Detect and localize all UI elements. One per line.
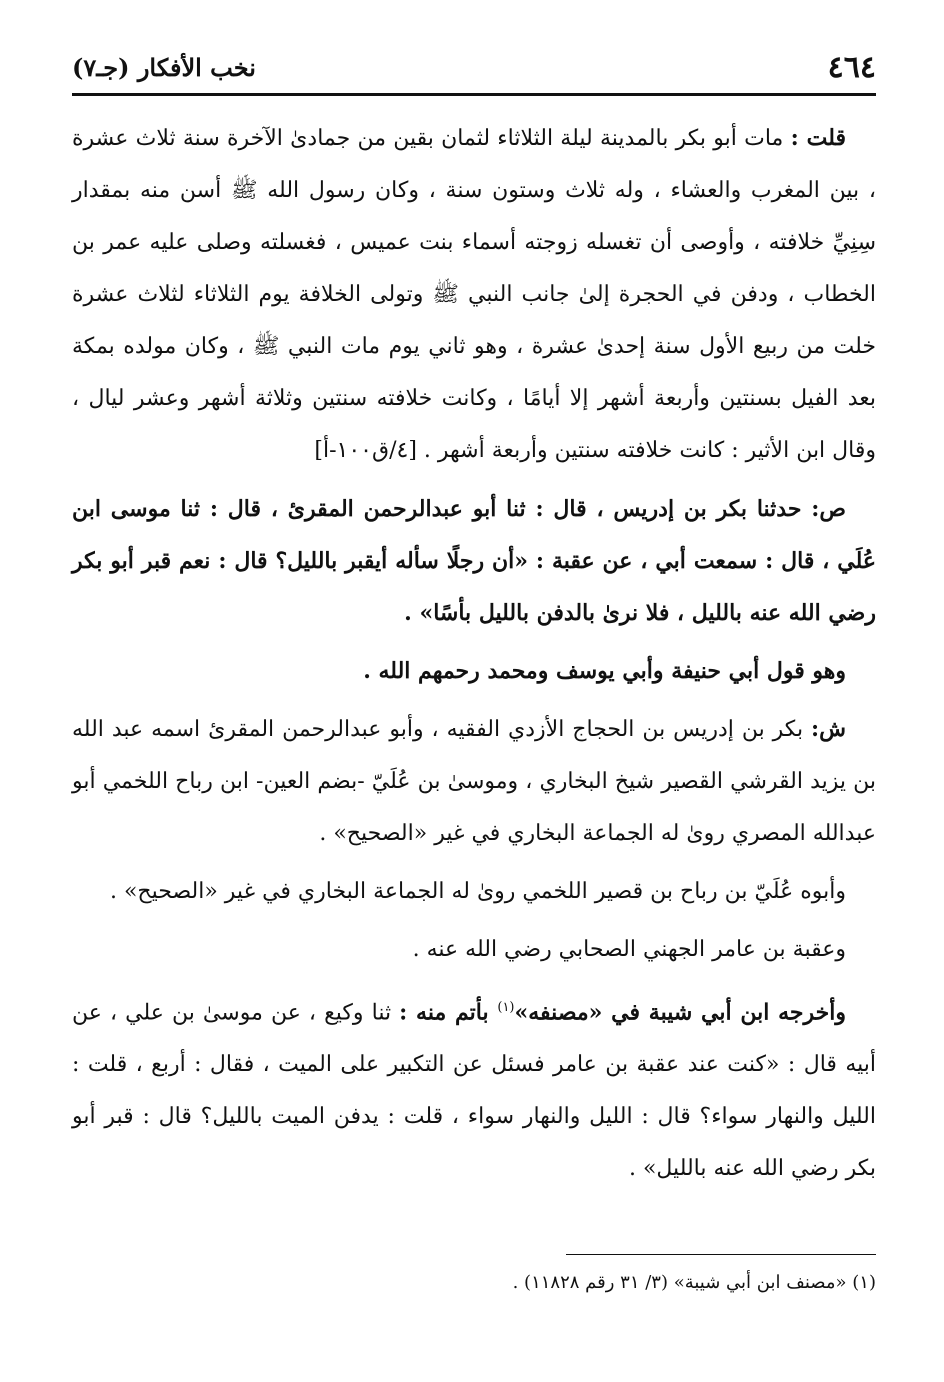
main-text — [72, 112, 876, 1201]
paragraph-lead: ص: — [811, 496, 846, 522]
page-header — [72, 48, 876, 92]
paragraph-matn-hadith — [72, 483, 876, 639]
page-number: ٤٦٤ — [827, 50, 876, 85]
paragraph-lead: ش: — [811, 716, 846, 742]
paragraph-death-of-abu-bakr — [72, 112, 876, 477]
paragraph-takhrij — [72, 982, 876, 1195]
footnote — [72, 1266, 876, 1300]
paragraph-text: حدثنا بكر بن إدريس ، قال : ثنا أبو عبدالرحمن المقرئ ، قال : ثنا موسى ابن عُلَي ، قال : سمعت أبي ، عن عقبة : «أن رجلًا سأله أيقبر بالليل؟ قال : نعم قبر أبو بكر رضي الله عنه بالليل ، فلا نرىٰ بالدفن بالليل بأسًا» . — [72, 496, 876, 626]
paragraph-narrator-uqba — [72, 924, 876, 976]
paragraph-lead: وأخرجه ابن أبي شيبة في «مصنفه» — [514, 999, 846, 1026]
footnote-divider — [566, 1254, 876, 1255]
paragraph-text: بكر بن إدريس بن الحجاج الأزدي الفقيه ، وأبو عبدالرحمن المقرئ اسمه عبد الله بن يزيد القرشي القصير شيخ البخاري ، وموسىٰ بن عُلَيّ -بضم العين- ابن رباح اللخمي أبو عبدالله المصري روىٰ له الجماعة البخاري في غير «الصحيح» . — [72, 717, 876, 846]
paragraph-lead-tail: بأتم منه : — [399, 999, 498, 1026]
paragraph-text: مات أبو بكر بالمدينة ليلة الثلاثاء لثمان بقين من جمادىٰ الآخرة سنة ثلاث عشرة ، بين المغرب والعشاء ، وله ثلاث وستون سنة ، وكان رسول الله ﷺ أسن منه بمقدار سِنِيِّ خلافته ، وأوصى أن تغسله زوجته أسماء بنت عميس ، فغسلته وصلى عليه عمر بن الخطاب ، ودفن في الحجرة إلىٰ جانب النبي ﷺ وتولى الخلافة يوم الثلاثاء لثلاث عشرة خلت من ربيع الأول سنة إحدىٰ عشرة ، وهو ثاني يوم مات النبي ﷺ ، وكان مولده بمكة بعد الفيل بسنتين وأربعة أشهر إلا أيامًا ، وكانت خلافته سنتين وثلاثة أشهر وعشر ليال ، وقال ابن الأثير : كانت خلافته سنتين وأربعة أشهر . [٤/ق١٠٠-أ] — [72, 126, 876, 463]
paragraph-sharh-narrators — [72, 703, 876, 860]
footnote-text: (١) «مصنف ابن أبي شيبة» (٣/ ٣١ رقم ١١٨٢٨) . — [512, 1272, 876, 1293]
paragraph-text: وأبوه عُلَيّ بن رباح بن قصير اللخمي روىٰ له الجماعة البخاري في غير «الصحيح» . — [109, 879, 846, 904]
running-title: نخب الأفكار (جـ٧) — [72, 53, 256, 82]
paragraph-text: ثنا وكيع ، عن موسىٰ بن علي ، عن أبيه قال : «كنت عند عقبة بن عامر فسئل عن التكبير على الميت ، فقال : أربع ، قلت : الليل والنهار سواء؟ قال : الليل والنهار سواء ، قلت : يدفن الميت بالليل؟ قال : قبر أبو بكر رضي الله عنه بالليل» . — [72, 1000, 876, 1182]
paragraph-lead: قلت : — [790, 125, 847, 151]
paragraph-narrator-father — [72, 866, 876, 918]
header-divider — [72, 93, 876, 96]
paragraph-text: وهو قول أبي حنيفة وأبي يوسف ومحمد رحمهم الله . — [363, 658, 846, 684]
footnote-reference[interactable]: (١) — [497, 1000, 515, 1015]
paragraph-madhhab-statement — [72, 645, 876, 697]
paragraph-text: وعقبة بن عامر الجهني الصحابي رضي الله عنه . — [412, 937, 846, 962]
